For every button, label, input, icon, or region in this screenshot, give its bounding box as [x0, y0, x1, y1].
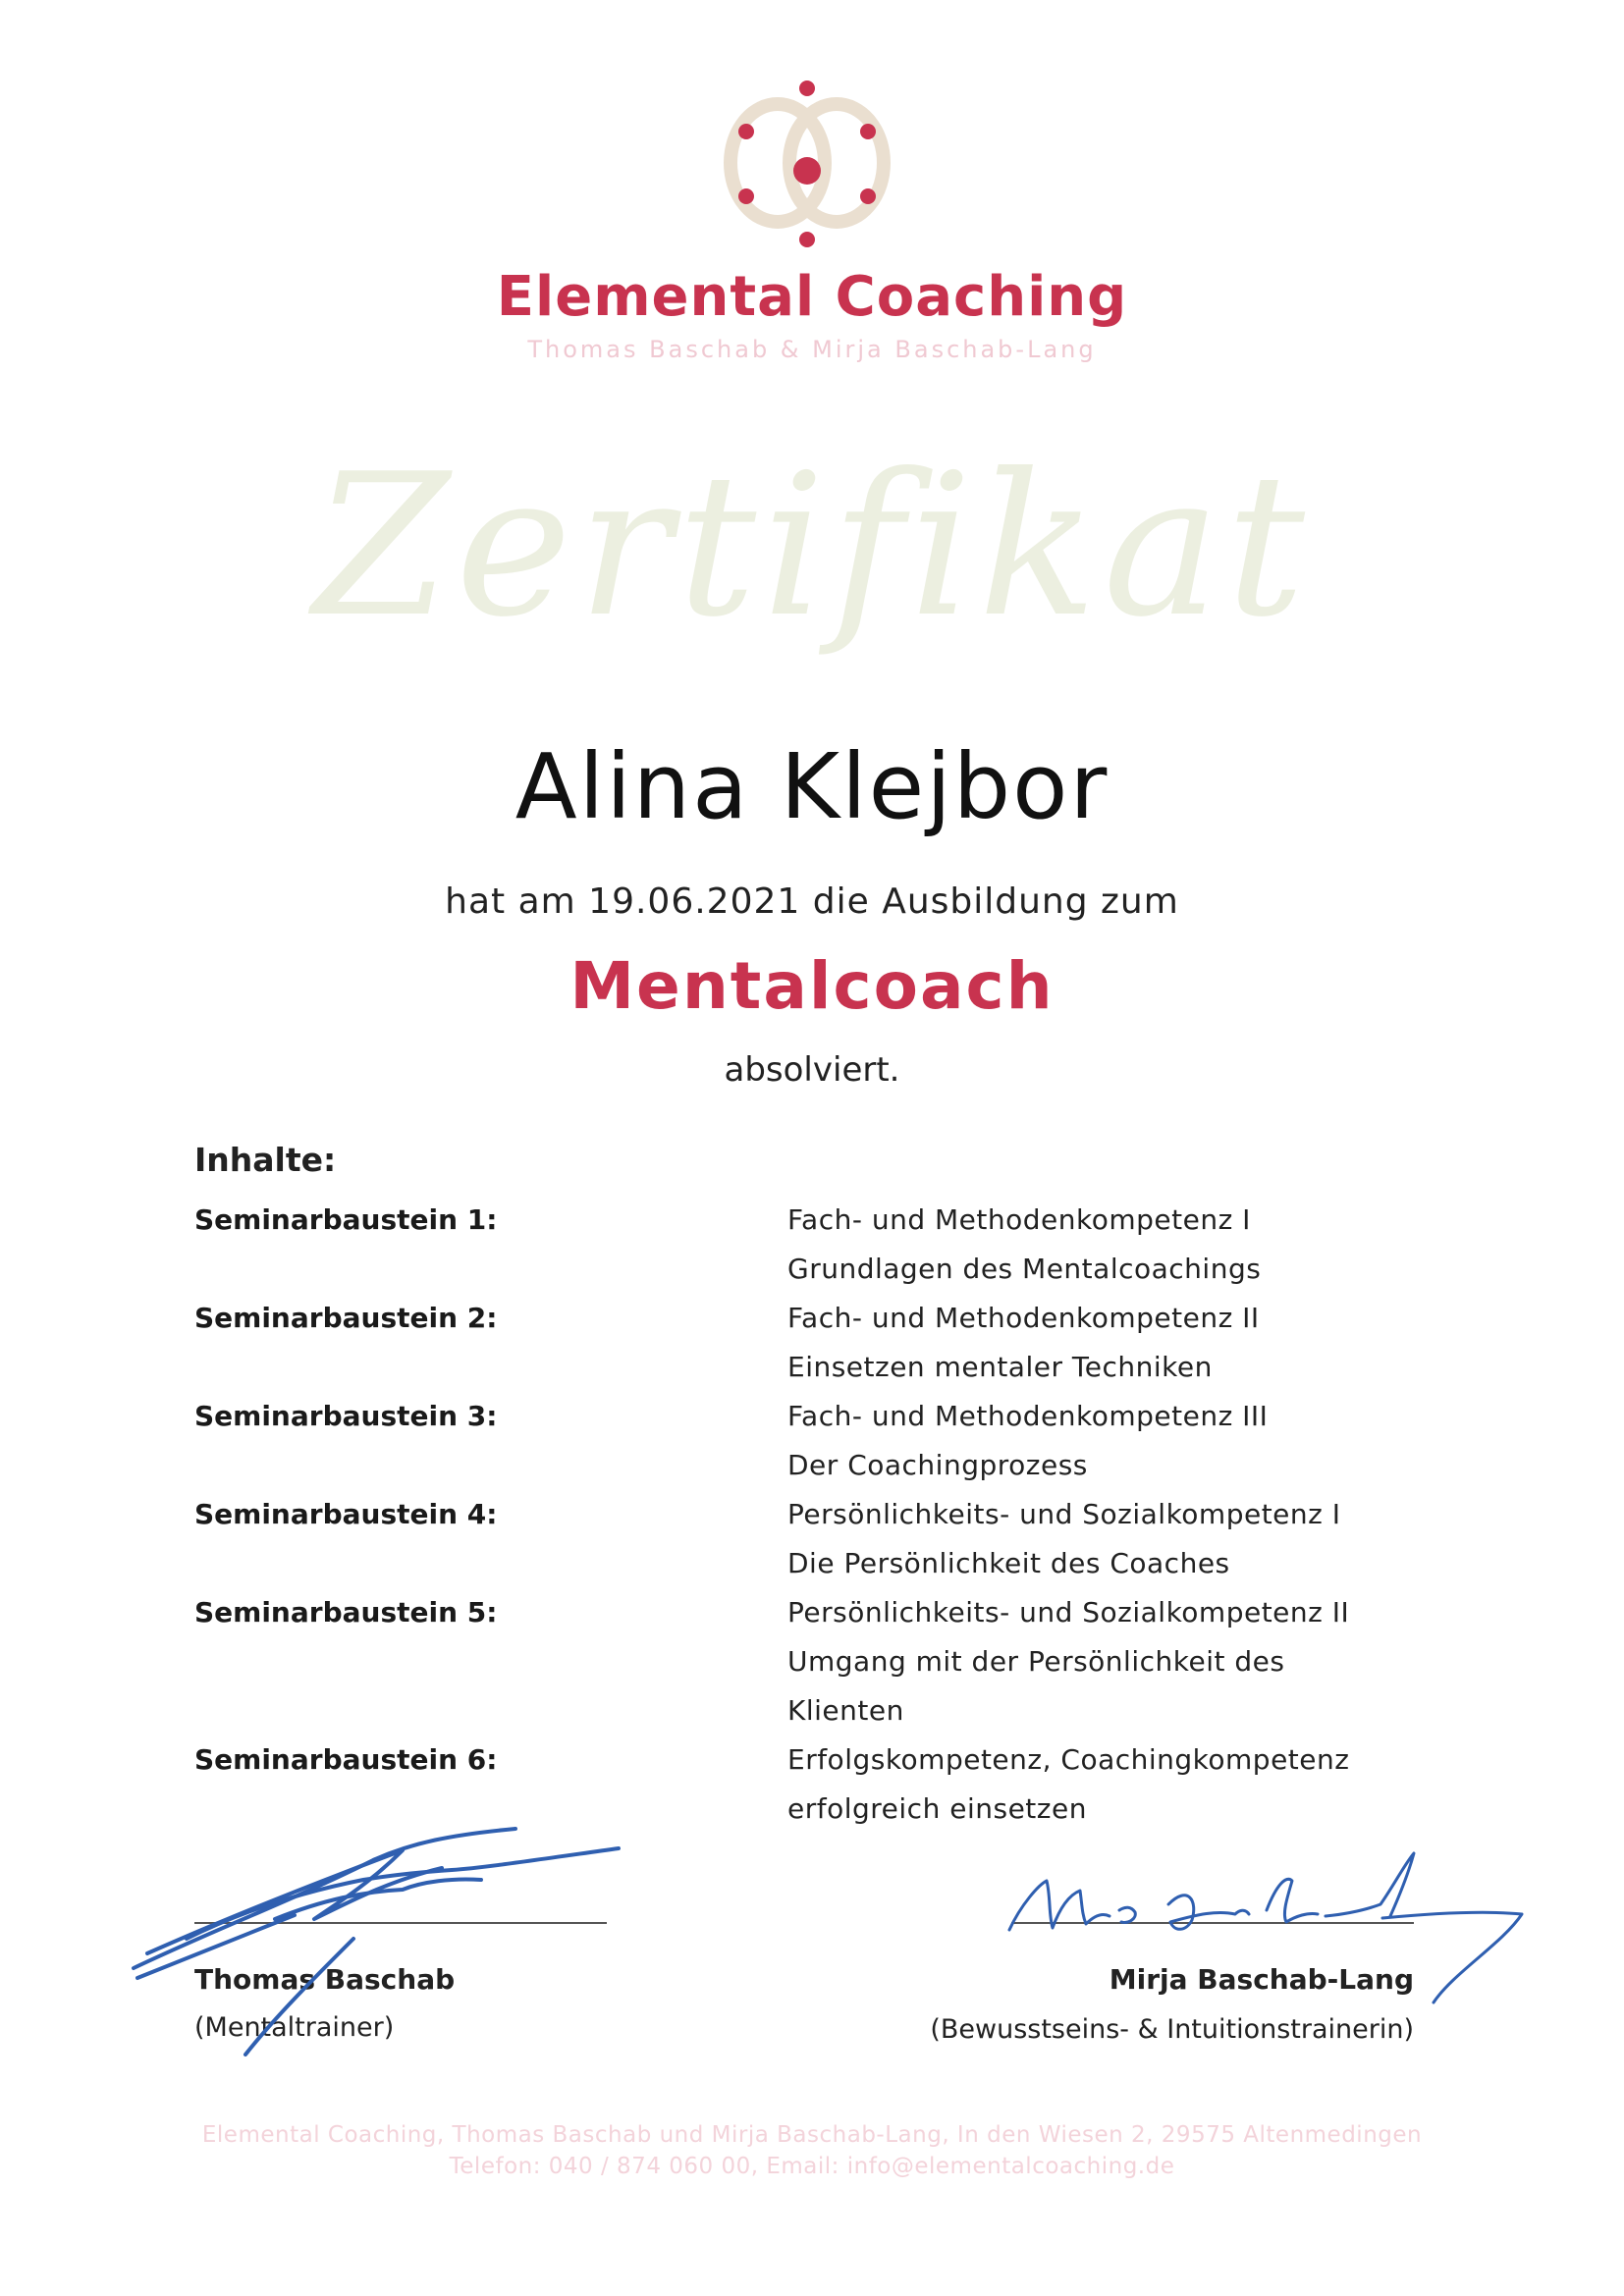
completion-text: absolviert.: [724, 1050, 900, 1090]
signatory-role-right: (Bewusstseins- & Intuitionstrainerin): [930, 2014, 1414, 2045]
module-title: Seminarbaustein 1:: [194, 1203, 498, 1236]
module-line: Fach- und Methodenkompetenz I: [787, 1203, 1251, 1236]
module-title: Seminarbaustein 2:: [194, 1302, 498, 1334]
handwritten-signature-right-icon: [992, 1845, 1532, 2012]
module-line: Grundlagen des Mentalcoachings: [787, 1253, 1262, 1285]
module-line: Der Coachingprozess: [787, 1449, 1088, 1481]
module-line: Erfolgskompetenz, Coachingkompetenz: [787, 1743, 1350, 1776]
brand-name: Elemental Coaching: [496, 265, 1128, 329]
module-title: Seminarbaustein 6:: [194, 1743, 498, 1776]
module-title: Seminarbaustein 4:: [194, 1498, 498, 1530]
certificate-statement: hat am 19.06.2021 die Ausbildung zum: [445, 881, 1179, 922]
module-line: Einsetzen mentaler Techniken: [787, 1351, 1213, 1383]
certificate-watermark: Zertifikat: [312, 432, 1312, 661]
signatory-role-left: (Mentaltrainer): [194, 2012, 395, 2043]
recipient-name: Alina Klejbor: [514, 734, 1110, 839]
module-line: Klienten: [787, 1694, 904, 1727]
contents-heading: Inhalte:: [194, 1141, 337, 1179]
footer-contact: Telefon: 040 / 874 060 00, Email: info@elementalcoaching.de: [449, 2154, 1175, 2179]
module-line: Persönlichkeits- und Sozialkompetenz II: [787, 1596, 1350, 1629]
module-line: Fach- und Methodenkompetenz II: [787, 1302, 1260, 1334]
handwritten-signature-left-icon: [128, 1821, 638, 2066]
module-line: Persönlichkeits- und Sozialkompetenz I: [787, 1498, 1341, 1530]
footer-address: Elemental Coaching, Thomas Baschab und Mirja Baschab-Lang, In den Wiesen 2, 29575 Altenmedingen: [201, 2122, 1423, 2148]
module-line: Umgang mit der Persönlichkeit des: [787, 1645, 1285, 1678]
module-title: Seminarbaustein 3:: [194, 1400, 498, 1432]
brand-subtitle: Thomas Baschab & Mirja Baschab-Lang: [527, 336, 1097, 363]
module-line: Die Persönlichkeit des Coaches: [787, 1547, 1230, 1579]
module-line: erfolgreich einsetzen: [787, 1792, 1087, 1825]
degree-title: Mentalcoach: [569, 948, 1055, 1024]
signatory-name-right: Mirja Baschab-Lang: [1109, 1963, 1414, 1996]
module-line: Fach- und Methodenkompetenz III: [787, 1400, 1269, 1432]
signatory-name-left: Thomas Baschab: [194, 1963, 456, 1996]
module-title: Seminarbaustein 5:: [194, 1596, 498, 1629]
elemental-coaching-logo-icon: [709, 75, 905, 251]
